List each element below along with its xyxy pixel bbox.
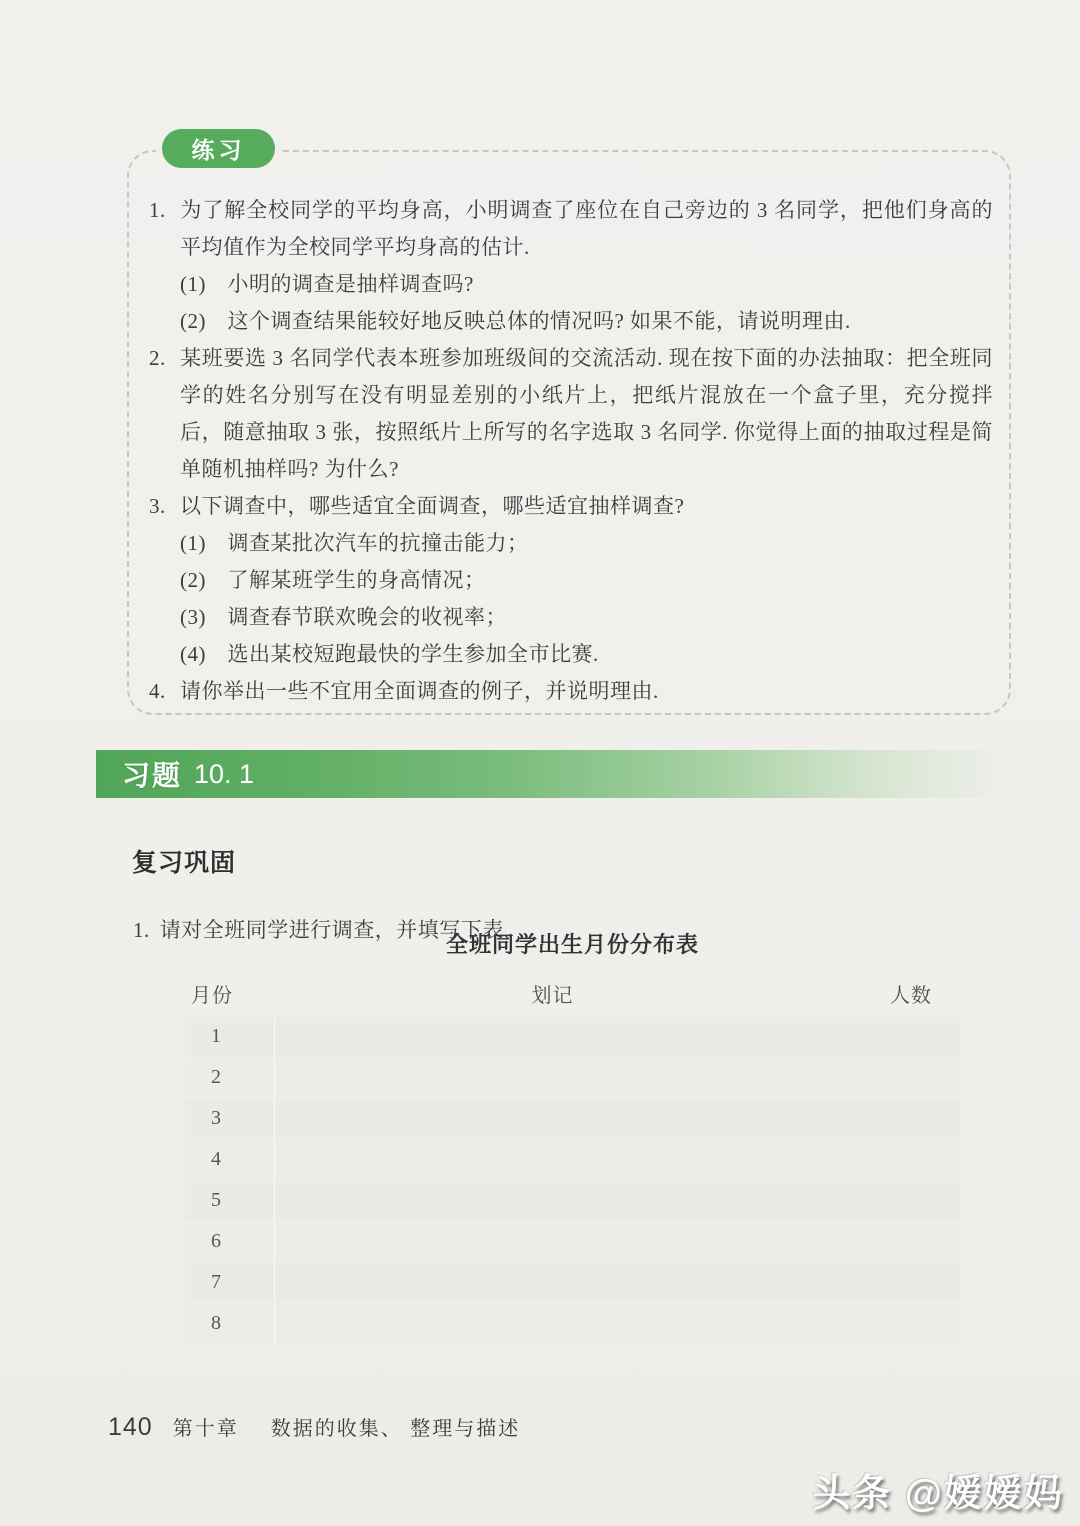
item-number: 3. <box>149 494 166 518</box>
month-cell: 5 <box>185 1181 275 1220</box>
chapter-label: 第十章 <box>172 1418 239 1440</box>
month-cell: 6 <box>185 1222 275 1261</box>
table-title: 全班同学出生月份分布表 <box>445 932 699 957</box>
practice-badge: 练习 <box>162 129 275 168</box>
item-text: 为了解全校同学的平均身高，小明调查了座位在自己旁边的 3 名同学，把他们身高的平均值作为全校同学平均身高的估计. <box>180 198 993 259</box>
table-row <box>185 1263 960 1302</box>
question-text: 请对全班同学进行调查，并填写下表. <box>159 918 510 942</box>
exercise-subitem: (3) 调查春节联欢晚会的收视率； <box>180 605 507 629</box>
item-number: 2. <box>149 346 166 370</box>
table-row <box>185 1058 960 1097</box>
exercise-subitem: (2) 这个调查结果能较好地反映总体的情况吗? 如果不能，请说明理由. <box>180 309 851 333</box>
item-text: 某班要选 3 名同学代表本班参加班级间的交流活动. 现在按下面的办法抽取：把全班同学的姓名分别写在没有明显差别的小纸片上，把纸片混放在一个盒子里，充分搅拌后，随意抽取 3 张，按照纸片上所写的名字选取 3 名同学. 你觉得上面的抽取过程是简单随机抽样吗? 为什么? <box>180 346 993 481</box>
month-cell: 1 <box>185 1017 275 1056</box>
exercise-item-3 <box>149 488 993 525</box>
exercise-subitem: (1) 调查某批次汽车的抗撞击能力； <box>180 531 529 555</box>
page-footer <box>108 1412 520 1442</box>
exercise-subitem: (2) 了解某班学生的身高情况； <box>180 568 486 592</box>
exercise-subitem: (4) 选出某校短跑最快的学生参加全市比赛. <box>180 642 599 666</box>
table-row <box>185 1181 960 1220</box>
month-cell: 8 <box>185 1304 275 1343</box>
practice-exercise-box <box>127 150 1011 715</box>
item-number: 4. <box>149 679 166 703</box>
month-cell: 3 <box>185 1099 275 1138</box>
review-heading: 复习巩固 <box>132 849 237 877</box>
item-number: 1. <box>149 198 166 222</box>
table-row <box>185 1222 960 1261</box>
table-row <box>185 1099 960 1138</box>
item-text: 请你举出一些不宜用全面调查的例子，并说明理由. <box>180 679 659 703</box>
table-row <box>185 1140 960 1179</box>
header-month: 月份 <box>191 984 233 1007</box>
month-cell: 4 <box>185 1140 275 1179</box>
table-row <box>185 1304 960 1343</box>
table-header-row <box>185 972 960 1014</box>
banner-number: 10. 1 <box>194 758 255 789</box>
banner-title: 习题 <box>122 760 183 791</box>
birth-month-table <box>185 972 960 1345</box>
exercise-subitem: (1) 小明的调查是抽样调查吗? <box>180 272 474 296</box>
watermark: 头条 @嫒嫒妈 <box>812 1473 1064 1515</box>
header-count: 人数 <box>890 984 932 1007</box>
month-cell: 2 <box>185 1058 275 1097</box>
exercise-item-2 <box>149 340 993 488</box>
header-tally: 划记 <box>531 984 574 1007</box>
exercises-banner <box>96 750 1012 798</box>
table-row <box>185 1017 960 1056</box>
page-number: 140 <box>108 1413 153 1441</box>
month-cell: 7 <box>185 1263 275 1302</box>
question-number: 1. <box>133 918 150 942</box>
item-text: 以下调查中，哪些适宜全面调查，哪些适宜抽样调查? <box>180 494 685 518</box>
exercise-item-1 <box>149 192 993 266</box>
chapter-title: 数据的收集、 整理与描述 <box>270 1418 521 1440</box>
exercise-item-4 <box>149 673 993 710</box>
